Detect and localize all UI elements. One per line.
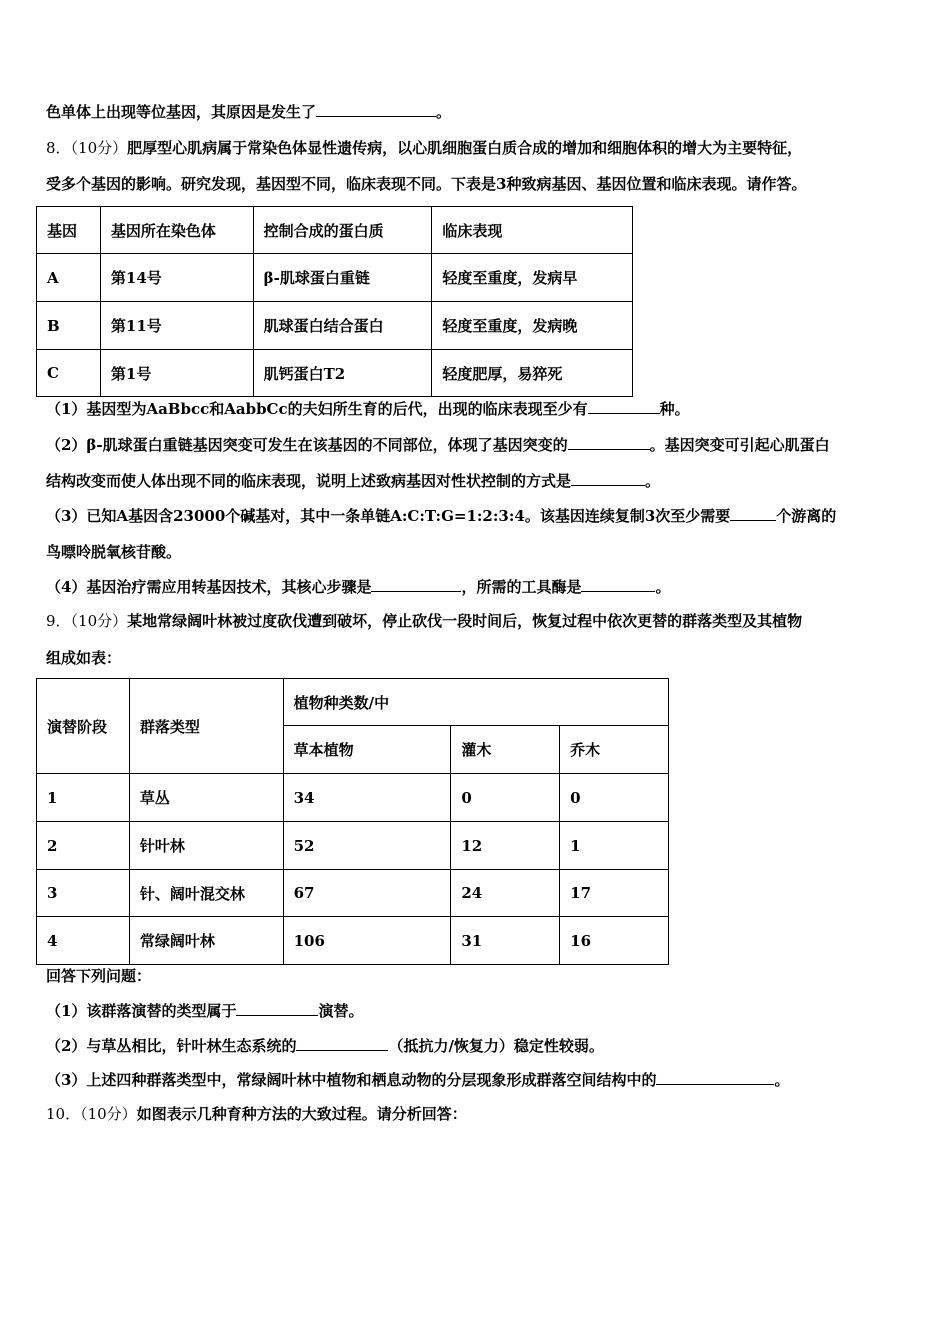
table-cell: 草丛: [129, 774, 283, 822]
table-cell: 24: [451, 870, 560, 917]
header-cell: 灌木: [451, 726, 560, 774]
table-cell: 第11号: [100, 302, 253, 350]
table-cell: 1: [560, 822, 669, 870]
table-cell: 第14号: [100, 254, 253, 302]
header-cell: 草本植物: [283, 726, 451, 774]
prev-question-tail: 色单体上出现等位基因，其原因是发生了 。: [46, 103, 452, 121]
table-cell: β-肌球蛋白重链: [253, 254, 432, 302]
gene-table: [36, 206, 633, 397]
question-9-answer-prompt: 回答下列问题：: [46, 967, 152, 985]
header-cell: 植物种类数/中: [283, 679, 668, 726]
table-cell: 常绿阔叶林: [129, 917, 283, 965]
table-cell: 针、阔叶混交林: [129, 870, 283, 917]
question-8-sub-2: （2）β-肌球蛋白重链基因突变可发生在该基因的不同部位，体现了基因突变的 。基因突变可引起心肌蛋白: [46, 436, 830, 454]
table-cell: 轻度至重度，发病晚: [432, 302, 633, 350]
table-header-row: [37, 679, 669, 726]
answer-blank[interactable]: [371, 577, 461, 592]
question-10-stem: 10．（10分）如图表示几种育种方法的大致过程。请分析回答：: [46, 1105, 467, 1123]
table-cell: 轻度肥厚，易猝死: [432, 350, 633, 397]
table-cell: 2: [37, 822, 130, 870]
header-cell: 群落类型: [129, 679, 283, 774]
answer-blank[interactable]: [730, 506, 776, 521]
answer-blank[interactable]: [581, 577, 655, 592]
table-row: [37, 254, 633, 302]
header-cell: 乔木: [560, 726, 669, 774]
table-row: [37, 870, 669, 917]
table-header-row: [37, 207, 633, 254]
question-10-number: 10．（10分）: [46, 1105, 137, 1123]
question-8-sub-3-cont: 鸟嘌呤脱氧核苷酸。: [46, 543, 182, 561]
header-cell: 临床表现: [432, 207, 633, 254]
header-cell: 控制合成的蛋白质: [253, 207, 432, 254]
table-cell: 0: [560, 774, 669, 822]
question-9-sub-3: （3）上述四种群落类型中，常绿阔叶林中植物和栖息动物的分层现象形成群落空间结构中的 。: [46, 1071, 790, 1089]
table-row: [37, 917, 669, 965]
answer-blank[interactable]: [568, 435, 650, 450]
header-cell: 演替阶段: [37, 679, 130, 774]
answer-blank[interactable]: [296, 1036, 388, 1051]
header-cell: 基因所在染色体: [100, 207, 253, 254]
question-8-sub-4: （4）基因治疗需应用转基因技术，其核心步骤是 ，所需的工具酶是 。: [46, 578, 671, 596]
table-cell: 肌球蛋白结合蛋白: [253, 302, 432, 350]
answer-blank[interactable]: [571, 471, 645, 486]
question-9-sub-2: （2）与草丛相比，针叶林生态系统的 （抵抗力/恢复力）稳定性较弱。: [46, 1037, 604, 1055]
table-cell: 肌钙蛋白T2: [253, 350, 432, 397]
table-cell: 轻度至重度，发病早: [432, 254, 633, 302]
answer-blank[interactable]: [316, 102, 436, 117]
answer-blank[interactable]: [236, 1001, 318, 1016]
succession-table: [36, 678, 669, 965]
question-9-stem: 9．（10分）某地常绿阔叶林被过度砍伐遭到破坏，停止砍伐一段时间后，恢复过程中依次更替的群落类型及其植物: [46, 612, 803, 630]
table-cell: 0: [451, 774, 560, 822]
table-cell: 34: [283, 774, 451, 822]
table-cell: 针叶林: [129, 822, 283, 870]
table-cell: 16: [560, 917, 669, 965]
header-cell: 基因: [37, 207, 101, 254]
table-cell: 31: [451, 917, 560, 965]
table-row: [37, 350, 633, 397]
table-row: [37, 302, 633, 350]
table-cell: 12: [451, 822, 560, 870]
question-8-number: 8．（10分）: [46, 139, 128, 157]
question-9-number: 9．（10分）: [46, 612, 128, 630]
table-cell: 1: [37, 774, 130, 822]
question-8-sub-1: （1）基因型为AaBbcc和AabbCc的夫妇所生育的后代，出现的临床表现至少有 种。: [46, 400, 690, 418]
table-cell: 第1号: [100, 350, 253, 397]
table-cell: 52: [283, 822, 451, 870]
table-cell: 67: [283, 870, 451, 917]
question-9-sub-1: （1）该群落演替的类型属于 演替。: [46, 1002, 364, 1020]
table-cell: 4: [37, 917, 130, 965]
table-cell: 106: [283, 917, 451, 965]
table-cell: 3: [37, 870, 130, 917]
table-cell: 17: [560, 870, 669, 917]
question-9-stem-cont: 组成如表：: [46, 649, 122, 667]
question-8-sub-3: （3）已知A基因含23000个碱基对，其中一条单链A:C:T:G=1:2:3:4。该基因连续复制3次至少需要 个游离的: [46, 507, 837, 525]
table-cell: C: [37, 350, 101, 397]
answer-blank[interactable]: [588, 399, 660, 414]
question-8-sub-2-cont: 结构改变而使人体出现不同的临床表现，说明上述致病基因对性状控制的方式是 。: [46, 472, 661, 490]
question-8-stem: 8．（10分）肥厚型心肌病属于常染色体显性遗传病，以心肌细胞蛋白质合成的增加和细胞体积的增大为主要特征，: [46, 139, 803, 157]
table-row: [37, 774, 669, 822]
answer-blank[interactable]: [656, 1070, 774, 1085]
question-8-stem-cont: 受多个基因的影响。研究发现，基因型不同，临床表现不同。下表是3种致病基因、基因位置和临床表现。请作答。: [46, 175, 807, 193]
table-row: [37, 822, 669, 870]
table-cell: B: [37, 302, 101, 350]
table-cell: A: [37, 254, 101, 302]
